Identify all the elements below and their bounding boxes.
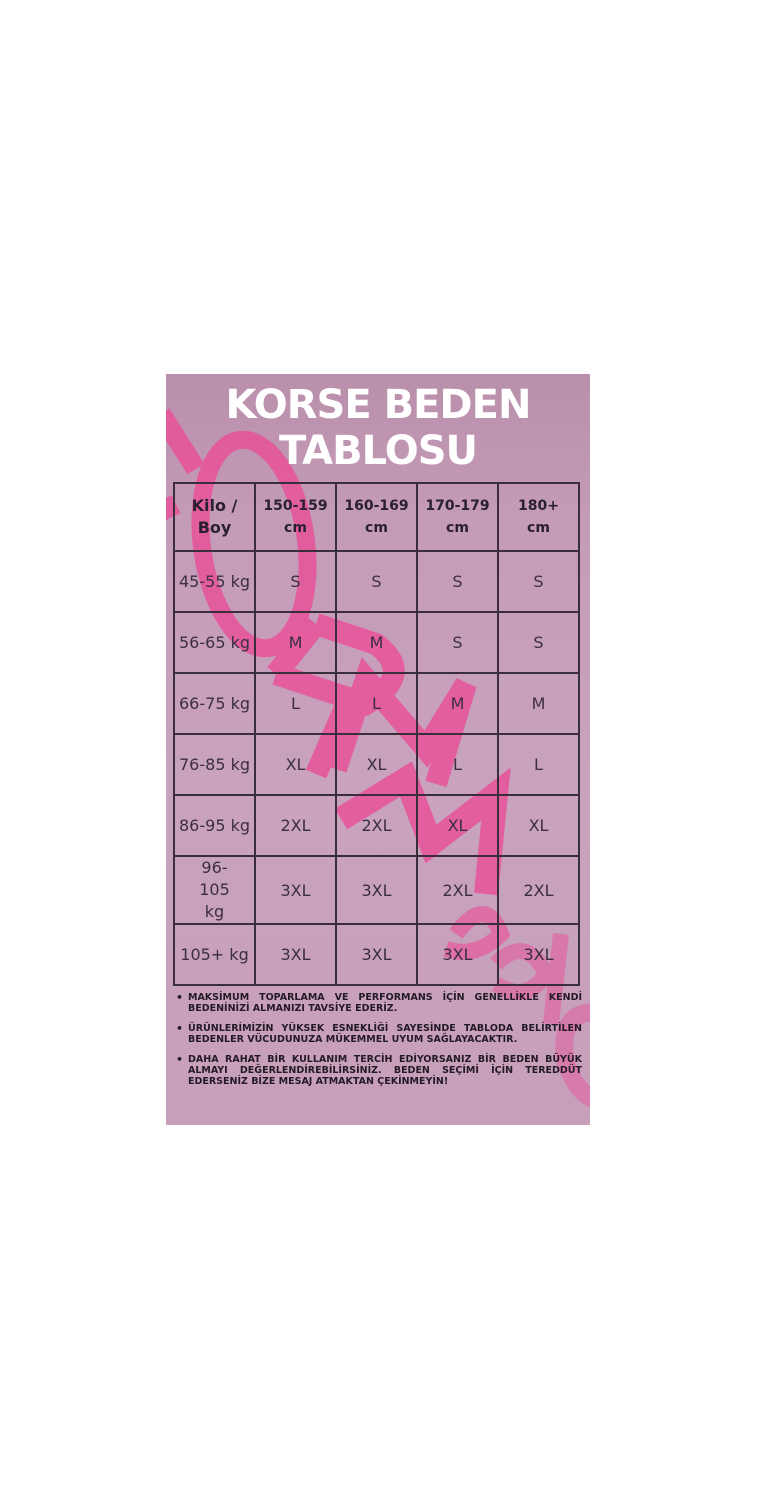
row-label: 76-85 kg [174, 734, 255, 795]
row-label: 86-95 kg [174, 795, 255, 856]
row-label: 45-55 kg [174, 551, 255, 612]
table-row [174, 551, 579, 612]
column-header-line-1: 160-169 [344, 498, 409, 514]
notes-list [176, 992, 582, 1096]
table-row [174, 673, 579, 734]
corner-header-line-2: Boy [197, 518, 232, 537]
size-cell: S [417, 551, 498, 612]
size-cell: S [417, 612, 498, 673]
size-cell: M [255, 612, 336, 673]
size-cell: L [255, 673, 336, 734]
table-row [174, 612, 579, 673]
table-row [174, 734, 579, 795]
size-cell: 2XL [498, 856, 579, 924]
size-cell: 3XL [255, 924, 336, 985]
note-item [176, 1054, 582, 1087]
size-cell: XL [336, 734, 417, 795]
size-cell: M [336, 612, 417, 673]
row-label [174, 856, 255, 924]
table-row [174, 795, 579, 856]
size-cell: 3XL [336, 924, 417, 985]
title-line-2: TABLOSU [279, 428, 477, 474]
title-line-1: KORSE BEDEN [225, 382, 531, 428]
note-text: MAKSİMUM TOPARLAMA VE PERFORMANS İÇİN GENELLİKLE KENDİ BEDENİNİZİ ALMANIZI TAVSİYE EDERİZ. [188, 992, 582, 1014]
size-cell: L [417, 734, 498, 795]
column-header-line-1: 180+ [518, 498, 559, 514]
bullet-icon: • [176, 1022, 184, 1035]
page-title [166, 382, 590, 474]
table-row [174, 924, 579, 985]
size-cell: XL [255, 734, 336, 795]
column-header-line-2: cm [365, 520, 388, 536]
corner-header-line-1: Kilo / [191, 496, 238, 515]
size-cell: S [255, 551, 336, 612]
table-row [174, 856, 579, 924]
size-cell: L [498, 734, 579, 795]
column-header [417, 483, 498, 551]
column-header-line-2: cm [284, 520, 307, 536]
bullet-icon: • [176, 991, 184, 1004]
row-label: 66-75 kg [174, 673, 255, 734]
size-cell: 2XL [417, 856, 498, 924]
column-header [255, 483, 336, 551]
size-cell: S [498, 551, 579, 612]
row-label-text: 96-105 kg [199, 858, 230, 921]
column-header-line-2: cm [527, 520, 550, 536]
row-label: 56-65 kg [174, 612, 255, 673]
size-table [173, 482, 580, 986]
size-cell: XL [498, 795, 579, 856]
bullet-icon: • [176, 1053, 184, 1066]
column-header-line-1: 150-159 [263, 498, 328, 514]
corner-header [174, 483, 255, 551]
size-cell: 3XL [255, 856, 336, 924]
size-cell: 2XL [336, 795, 417, 856]
size-cell: M [498, 673, 579, 734]
note-text: ÜRÜNLERİMİZİN YÜKSEK ESNEKLİĞİ SAYESİNDE TABLODA BELİRTİLEN BEDENLER VÜCUDUNUZA MÜKEMMEL UYUM SAĞLAYACAKTIR. [188, 1023, 582, 1045]
size-cell: L [336, 673, 417, 734]
size-cell: S [336, 551, 417, 612]
table-header-row [174, 483, 579, 551]
column-header-line-2: cm [446, 520, 469, 536]
size-cell: 2XL [255, 795, 336, 856]
column-header [498, 483, 579, 551]
row-label: 105+ kg [174, 924, 255, 985]
size-cell: M [417, 673, 498, 734]
size-cell: S [498, 612, 579, 673]
size-cell: 3XL [336, 856, 417, 924]
size-cell: XL [417, 795, 498, 856]
note-item [176, 1023, 582, 1045]
note-item [176, 992, 582, 1014]
column-header [336, 483, 417, 551]
size-cell: 3XL [498, 924, 579, 985]
size-chart-card [166, 374, 590, 1125]
size-cell: 3XL [417, 924, 498, 985]
column-header-line-1: 170-179 [425, 498, 490, 514]
note-text: DAHA RAHAT BİR KULLANIM TERCİH EDİYORSANIZ BİR BEDEN BÜYÜK ALMAYI DEĞERLENDİREBİLİRSİNİZ. BEDEN SEÇİMİ İÇİN TEREDDÜT EDERSENİZ BİZE MESAJ ATMAKTAN ÇEKİNMEYİN! [188, 1054, 582, 1087]
